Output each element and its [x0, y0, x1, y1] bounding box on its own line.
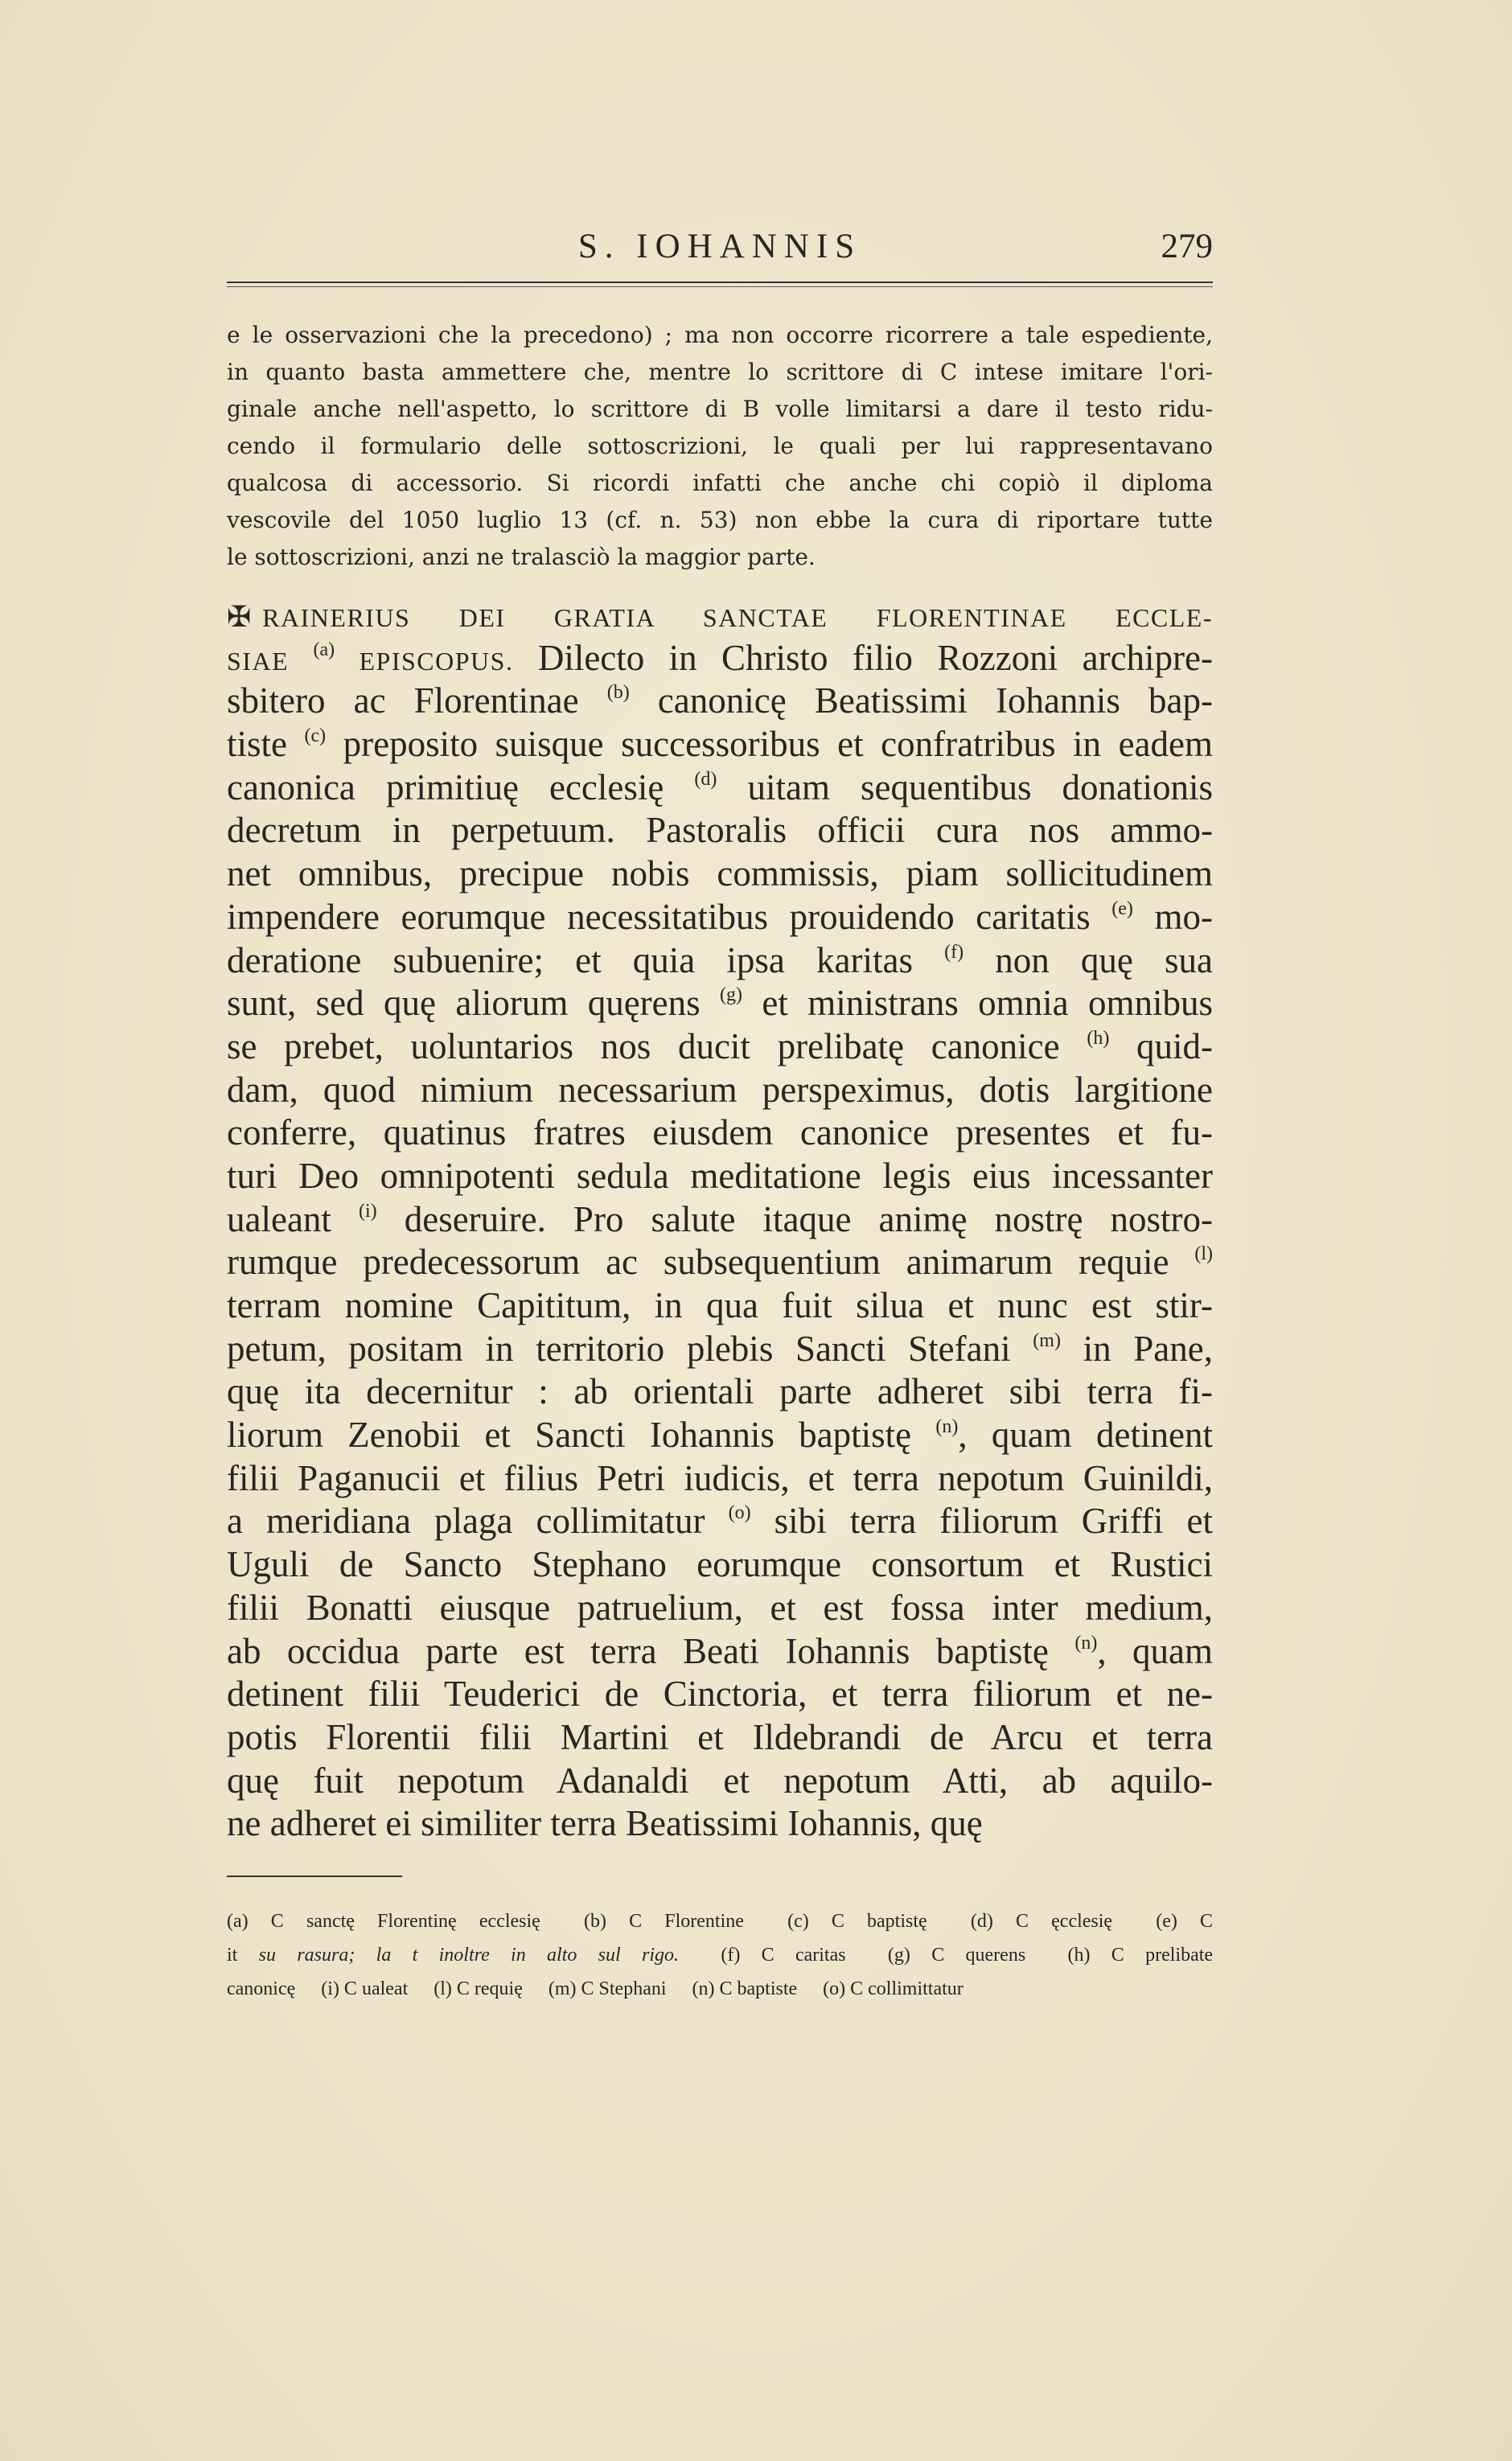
note-marker: (o) — [728, 1502, 751, 1524]
text-line: decretum in perpetuum. Pastoralis officii cura nos ammo- — [227, 810, 1213, 851]
text-line: sunt, sed quę aliorum quęrens $^{(g)}$ et ministrans omnia omnibus — [227, 983, 1214, 1024]
text-line: Uguli de Sancto Stephano eorumque consortum et Rustici — [227, 1544, 1213, 1585]
running-header — [227, 227, 1213, 275]
footnote-e-cont: it — [227, 1945, 238, 1966]
note-marker: (m) — [1033, 1329, 1061, 1351]
footnote-d: (d) C ęcclesię — [970, 1911, 1113, 1932]
footnote-c: (c) C baptistę — [787, 1911, 927, 1932]
text-line: detinent filii Teuderici de Cinctoria, et terra filiorum et ne- — [227, 1674, 1213, 1715]
text-line: ✠ RAINERIUS DEI GRATIA SANCTAE FLORENTINAE ECCLE- — [227, 601, 1213, 634]
note-marker: (n) — [1074, 1632, 1098, 1654]
note-marker: (g) — [720, 984, 743, 1006]
text-line: filii Paganucii et filius Petri iudicis, et terra nepotum Guinildi, — [227, 1457, 1213, 1498]
footnote-h-cont: canonicę — [227, 1978, 296, 1999]
text-line: SIAE $^{(a)}$ EPISCOPUS. Dilecto in Christo filio Rozzoni archipre- — [227, 637, 1213, 678]
note-marker: (f) — [944, 941, 964, 963]
footnote-l: (l) C requię — [433, 1978, 523, 1999]
footnote-b: (b) C Florentine — [583, 1911, 744, 1932]
intro-line: ginale anche nell'aspetto, lo scrittore di B volle limitarsi a dare il testo ridu- — [227, 396, 1213, 422]
text-line: net omnibus, precipue nobis commissis, piam sollicitudinem — [227, 853, 1213, 894]
text-line: liorum Zenobii et Sancti Iohannis baptistę $^{(n)}$, quam detinent — [227, 1415, 1213, 1456]
text-line: impendere eorumque necessitatibus prouidendo caritatis $^{(e)}$ mo- — [227, 896, 1214, 937]
footnote-a: (a) C sanctę Florentinę ecclesię — [227, 1911, 540, 1932]
footnote-e-note: su rasura; la t inoltre in alto sul rigo. — [258, 1945, 679, 1966]
text-line: ab occidua parte est terra Beati Iohannis baptistę $^{(n)}$, quam — [227, 1630, 1213, 1671]
intro-line: le sottoscrizioni, anzi ne tralasciò la maggior parte. — [227, 544, 816, 570]
footnote-line — [227, 1972, 1213, 2006]
footnote-g: (g) C querens — [887, 1945, 1026, 1966]
note-marker: (a) — [313, 639, 335, 660]
note-marker: (n) — [935, 1416, 959, 1438]
footnote-n: (n) C baptiste — [692, 1978, 798, 1999]
footnote-f: (f) C caritas — [721, 1945, 846, 1966]
note-marker: (b) — [606, 682, 630, 704]
header-rule — [227, 281, 1213, 283]
note-marker: (i) — [359, 1200, 377, 1222]
text-line: dam, quod nimium necessarium perspeximus, dotis largitione — [227, 1069, 1213, 1110]
page-number: 279 — [1161, 228, 1213, 265]
text-line: filii Bonatti eiusque patruelium, et est fossa inter medium, — [227, 1587, 1213, 1628]
footnote-h: (h) C prelibate — [1067, 1945, 1214, 1966]
footnote-line — [227, 1904, 1213, 1938]
footnote-line — [227, 1938, 1213, 1972]
text-line: conferre, quatinus fratres eiusdem canonice presentes et fu- — [227, 1112, 1213, 1153]
intro-line: e le osservazioni che la precedono) ; ma non occorre ricorrere a tale espediente, — [227, 322, 1213, 348]
running-title: S. IOHANNIS — [577, 228, 862, 265]
note-marker: (d) — [694, 768, 717, 790]
footnote-m: (m) C Stephani — [548, 1978, 667, 1999]
intro-line: cendo il formulario delle sottoscrizioni, le quali per lui rappresentavano — [227, 433, 1213, 459]
text-line: quę fuit nepotum Adanaldi et nepotum Atti, ab aquilo- — [227, 1760, 1213, 1801]
text-line: tiste $^{(c)}$ preposito suisque successoribus et confratribus in eadem — [227, 724, 1213, 765]
text-line: petum, positam in territorio plebis Sancti Stefani $^{(m)}$ in Pane, — [227, 1328, 1214, 1369]
text-line: terram nomine Capititum, in qua fuit silua et nunc est stir- — [227, 1285, 1213, 1325]
text-line: ualeant $^{(i)}$ deseruire. Pro salute itaque animę nostrę nostro- — [227, 1198, 1214, 1239]
note-marker: (c) — [304, 725, 327, 747]
chrismon-icon: ✠ — [227, 601, 252, 634]
text-line: potis Florentii filii Martini et Ildebrandi de Arcu et terra — [227, 1716, 1213, 1757]
footnote-rule — [227, 1876, 402, 1877]
intro-line: in quanto basta ammettere che, mentre lo scrittore di C intese imitare l'ori- — [227, 359, 1213, 385]
text-line: turi Deo omnipotenti sedula meditatione legis eius incessanter — [227, 1155, 1213, 1196]
intro-line: vescovile del 1050 luglio 13 (cf. n. 53) non ebbe la cura di riportare tutte — [227, 507, 1213, 533]
text-line: ne adheret ei similiter terra Beatissimi Iohannis, quę — [227, 1803, 983, 1844]
footnote-o: (o) C collimittatur — [823, 1978, 963, 1999]
footnote-i: (i) C ualeat — [321, 1978, 409, 1999]
charter-text — [227, 594, 1213, 1846]
text-line: sbitero ac Florentinae $^{(b)}$ canonicę Beatissimi Iohannis bap- — [227, 680, 1214, 721]
text-line: quę ita decernitur : ab orientali parte adheret sibi terra fi- — [227, 1371, 1213, 1412]
note-marker: (h) — [1087, 1027, 1110, 1049]
text-line: deratione subuenire; et quia ipsa karitas $^{(f)}$ non quę sua — [227, 939, 1214, 980]
text-line: rumque predecessorum ac subsequentium animarum requie $^{(l)}$ — [227, 1242, 1214, 1283]
note-marker: (e) — [1111, 898, 1133, 919]
text-line: canonica primitiuę ecclesię $^{(d)}$ uitam sequentibus donationis — [227, 766, 1214, 807]
introductory-note — [227, 317, 1213, 576]
text-line: se prebet, uoluntarios nos ducit prelibatę canonice $^{(h)}$ quid- — [227, 1025, 1214, 1066]
note-marker: (l) — [1194, 1243, 1214, 1265]
header-rule-thin — [227, 286, 1213, 287]
footnotes — [227, 1904, 1213, 2006]
intro-line: qualcosa di accessorio. Si ricordi infatti che anche chi copiò il diploma — [227, 470, 1213, 496]
text-line: a meridiana plaga collimitatur $^{(o)}$ sibi terra filiorum Griffi et — [227, 1501, 1213, 1542]
footnote-e: (e) C — [1156, 1911, 1214, 1932]
